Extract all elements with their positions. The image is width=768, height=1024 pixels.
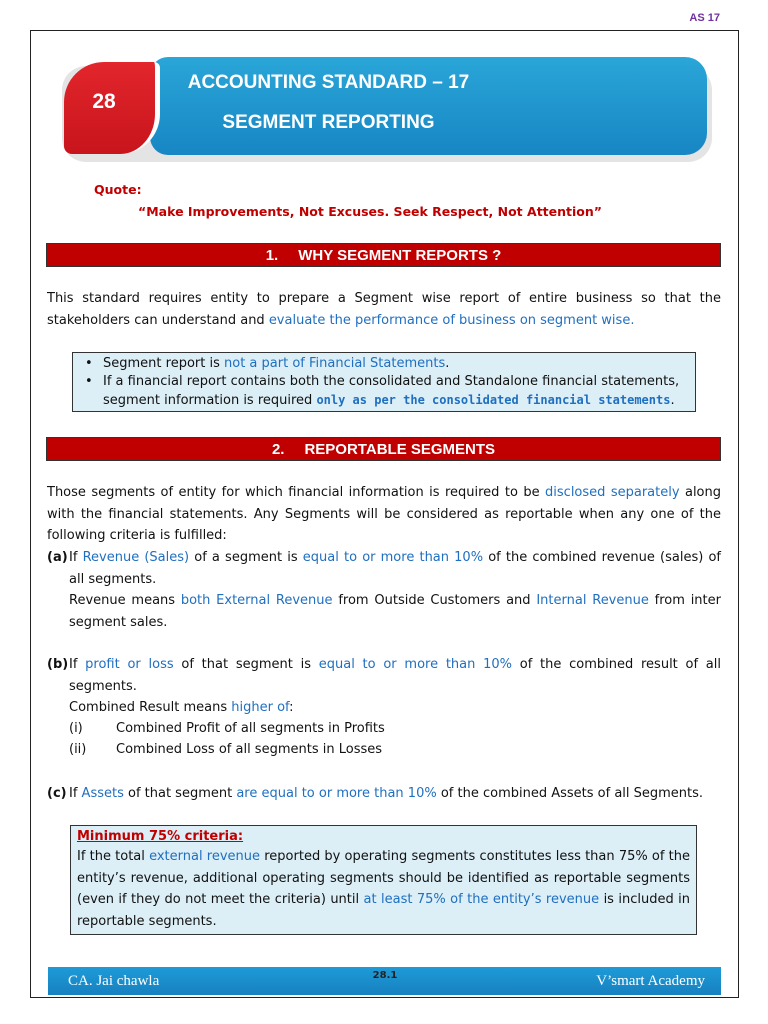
criterion-c-label: (c) [47, 786, 67, 801]
text: from inter segment sales. [69, 593, 721, 630]
text: If the total [77, 849, 150, 864]
sub-item-ii-label: (ii) [69, 742, 87, 757]
highlight-text: equal to or more than 10% [302, 550, 484, 565]
highlight-text: evaluate the performance of business on segment wise. [268, 312, 635, 328]
highlight-text: Assets [81, 786, 124, 801]
text: Segment report is [103, 356, 224, 371]
text: of a segment is [189, 550, 303, 565]
highlight-text: not a part of Financial Statements [224, 356, 446, 371]
text: of the combined result of all segments. [69, 657, 721, 694]
footer-author: CA. Jai chawla [68, 973, 160, 989]
text: : [289, 700, 294, 715]
criterion-a-label: (a) [47, 550, 68, 565]
section-2-intro [47, 482, 721, 547]
sub-item-i-text: Combined Profit of all segments in Profits [116, 721, 385, 736]
criterion-b-combined-note [69, 697, 721, 719]
text: . [670, 393, 675, 408]
section-2-heading [46, 437, 721, 461]
text: If [69, 550, 83, 565]
page-number: 28.1 [372, 970, 398, 981]
highlight-text: are equal to or more than 10% [236, 786, 437, 801]
sub-item-ii-text: Combined Loss of all segments in Losses [116, 742, 383, 757]
standard-tag: AS 17 [689, 12, 720, 24]
text: reported by operating segments constitutes less than 75% of the entity’s revenue, additional operating segments should be identified as reportable segments (even if they do not meet the criteria) until [77, 849, 690, 907]
highlight-text: profit or loss [85, 657, 174, 672]
list-item [81, 355, 687, 373]
highlight-text: at least 75% of the entity’s revenue [363, 892, 600, 907]
title-line-1: ACCOUNTING STANDARD – 17 [187, 72, 470, 93]
highlight-text: Revenue (Sales) [82, 550, 190, 565]
section-2-number: 2. [271, 440, 285, 458]
quote-text: “Make Improvements, Not Excuses. Seek Respect, Not Attention” [138, 204, 602, 219]
text: of the combined revenue (sales) of all segments. [69, 550, 721, 587]
sub-item-i-label: (i) [69, 721, 83, 736]
highlight-text: disclosed separately [545, 485, 680, 500]
text: is included in reportable segments. [77, 892, 690, 929]
text: Revenue means [69, 593, 181, 608]
text: from Outside Customers and [332, 593, 537, 608]
text: along with the financial statements. Any Segments will be considered as reportable when any one of the following criteria is fulfilled: [47, 485, 721, 543]
text: of that segment [123, 786, 237, 801]
criterion-a-revenue-note [69, 590, 721, 633]
chapter-number: 28 [92, 90, 116, 113]
box-title: Minimum 75% criteria: [77, 829, 244, 844]
criterion-b-label: (b) [47, 657, 69, 672]
section-1-note-box [72, 352, 696, 412]
section-2-title: REPORTABLE SEGMENTS [304, 440, 496, 458]
text: Those segments of entity for which financial information is required to be [47, 485, 546, 500]
text: of that segment is [173, 657, 319, 672]
text: of the combined Assets of all Segments. [436, 786, 704, 801]
box-body [77, 846, 690, 932]
highlight-text: only as per the consolidated financial statements [316, 393, 671, 407]
highlight-text: equal to or more than 10% [318, 657, 513, 672]
criterion-c-text [69, 783, 721, 805]
highlight-text: external revenue [149, 849, 261, 864]
minimum-criteria-box [70, 825, 697, 935]
highlight-text: Internal Revenue [536, 593, 649, 608]
list-item [81, 373, 687, 410]
section-1-title: WHY SEGMENT REPORTS ? [298, 246, 502, 264]
section-1-heading [46, 243, 721, 267]
text: If [69, 657, 86, 672]
section-1-number: 1. [265, 246, 279, 264]
text: If [69, 786, 82, 801]
quote-label: Quote: [94, 182, 142, 197]
text: If a financial report contains both the consolidated and Standalone financial statements, segment information is required [103, 374, 680, 408]
title-line-2: SEGMENT REPORTING [222, 112, 435, 133]
highlight-text: both External Revenue [180, 593, 333, 608]
text: Combined Result means [69, 700, 232, 715]
section-1-paragraph [47, 288, 721, 331]
text: . [445, 356, 450, 371]
text: This standard requires entity to prepare a Segment wise report of entire business so that the stakeholders can understand and [47, 291, 721, 328]
footer-academy: V’smart Academy [596, 973, 705, 989]
highlight-text: higher of [231, 700, 290, 715]
criterion-b-text [69, 654, 721, 697]
criterion-a-text [69, 547, 721, 590]
